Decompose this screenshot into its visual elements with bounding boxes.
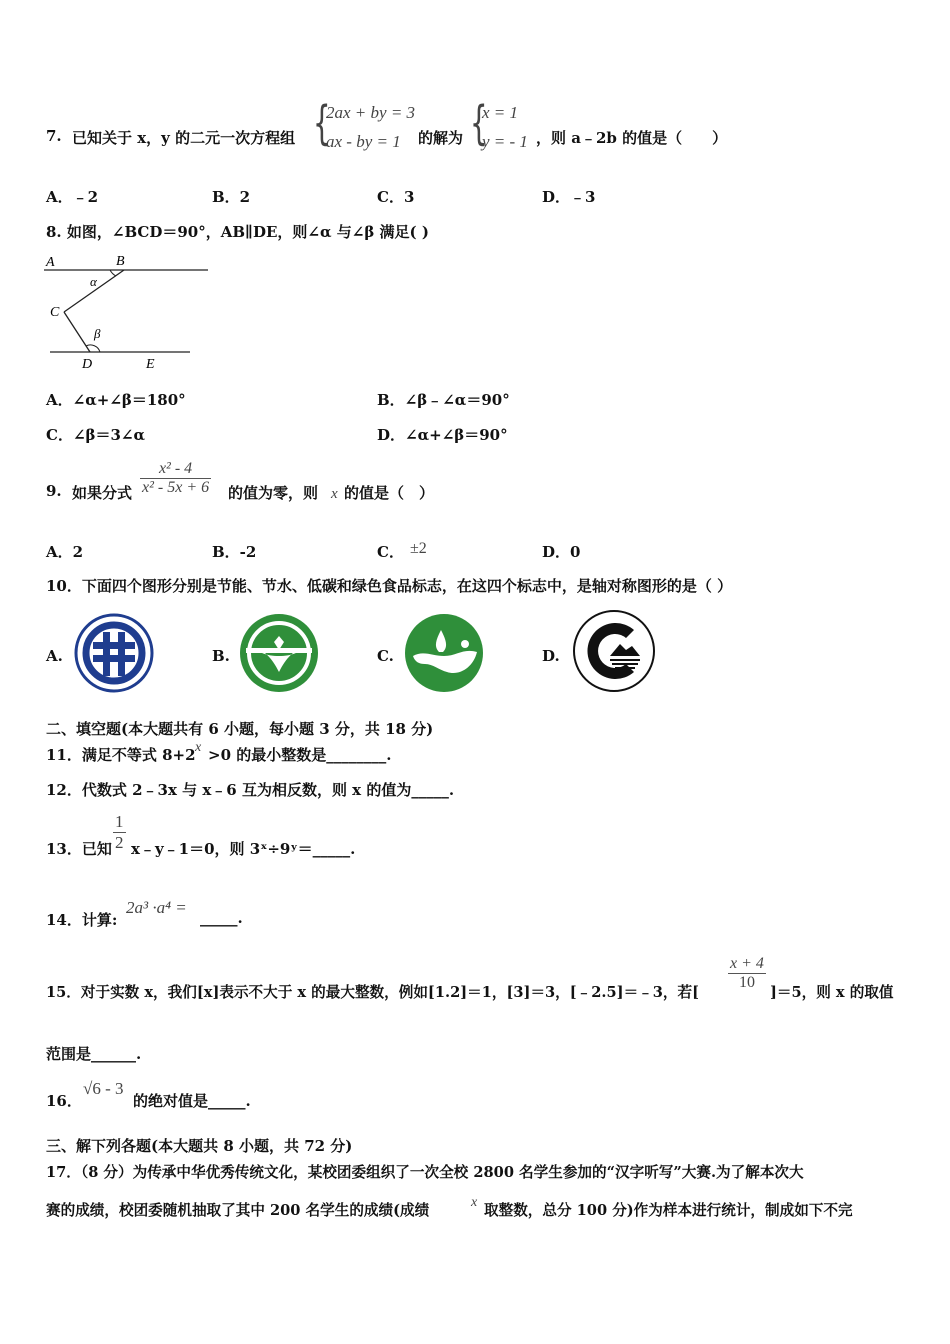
q17-line2a: 赛的成绩，校团委随机抽取了其中 200 名学生的成绩(成绩 (46, 1202, 430, 1219)
q9-stem-a: 如果分式 (72, 484, 133, 502)
q9-numerator: x² - 4 (158, 460, 193, 477)
q13-text-b: x﹣y﹣1＝0，则 3ˣ÷9ʸ＝_____. (131, 840, 356, 858)
q7-stem-a: 已知关于 x，y 的二元一次方程组 (72, 129, 296, 147)
q15-numerator: x + 4 (730, 955, 764, 972)
q9-var: x (331, 486, 338, 502)
q17-var: x (471, 1195, 478, 1210)
section3-heading: 三、解下列各题(本大题共 8 小题，共 72 分) (46, 1137, 353, 1155)
q15-fraction (728, 955, 766, 992)
section2-heading: 二、填空题(本大题共有 6 小题，每小题 3 分，共 18 分) (46, 720, 434, 738)
q14-text-a: 14．计算: (46, 911, 118, 929)
q8-label-c: C (50, 305, 60, 320)
q8-label-e: E (146, 357, 155, 372)
q7-stem-b: 的解为 (418, 129, 464, 147)
q7-sol2: y = - 1 (482, 132, 528, 151)
q7-option-c: C．3 (377, 188, 415, 206)
q8-option-c: C．∠β＝3∠α (46, 426, 146, 444)
q17-line2b: 取整数，总分 100 分)作为样本进行统计，制成如下不完 (484, 1202, 853, 1219)
q12-text: 12．代数式 2﹣3x 与 x﹣6 互为相反数，则 x 的值为_____. (46, 781, 455, 799)
q15-text-b: ]＝5，则 x 的取值 (770, 984, 894, 1001)
q10-option-a: A. (46, 647, 63, 665)
q15-text-c: 范围是______. (46, 1045, 142, 1063)
q8-label-d: D (82, 357, 93, 372)
q8-label-b: B (116, 254, 125, 269)
q7-option-d: D．﹣3 (542, 188, 596, 206)
q8-geometry-figure (42, 250, 212, 375)
q14-expression: 2a³ ·a⁴ = (126, 898, 187, 917)
q7-option-a: A．﹣2 (46, 188, 99, 206)
q10-option-d: D. (542, 647, 560, 665)
q10-option-c: C. (377, 647, 394, 665)
green-food-logo-icon (572, 608, 656, 694)
q11-text-a: 11．满足不等式 8+2 (46, 746, 196, 764)
q9-option-b: B．-2 (212, 543, 257, 561)
energy-saving-logo-icon (73, 612, 155, 694)
q8-label-alpha: α (90, 274, 97, 289)
q13-fraction (113, 812, 126, 853)
q11-var: x (195, 740, 202, 755)
q9-option-d: D．0 (542, 543, 581, 561)
q16-expression: √6 - 3 (83, 1079, 124, 1098)
q16-text-b: 的绝对值是_____. (133, 1092, 251, 1110)
q9-fraction (140, 460, 211, 497)
q15-denominator: 10 (728, 973, 766, 992)
q7-number: 7. (46, 127, 62, 145)
q8-option-a: A．∠α+∠β＝180° (46, 391, 186, 409)
q7-solution-brace: { (470, 96, 488, 150)
q10-option-b: B. (212, 647, 230, 665)
q17-line1: 17．（8 分）为传承中华优秀传统文化，某校团委组织了一次全校 2800 名学生参加的“汉字听写”大赛.为了解本次大 (46, 1164, 804, 1181)
q8-option-b: B．∠β﹣∠α＝90° (377, 391, 510, 409)
q8-stem: 8. 如图，∠BCD＝90°，AB∥DE，则∠α 与∠β 满足( ) (46, 223, 429, 241)
q9-stem-b: 的值为零，则 (228, 484, 319, 502)
q7-option-b: B．2 (212, 188, 251, 206)
q10-stem: 10．下面四个图形分别是节能、节水、低碳和绿色食品标志，在这四个标志中，是轴对称图形的是（ ） (46, 577, 733, 595)
q13-denominator: 2 (115, 833, 124, 852)
q11-text-b: >0 的最小整数是________. (208, 746, 392, 764)
low-carbon-logo-icon (403, 612, 485, 694)
q8-label-a: A (46, 255, 55, 270)
q13-numerator: 1 (115, 812, 124, 831)
q14-text-b: _____. (200, 909, 243, 927)
q7-stem-c: ，则 a﹣2b 的值是（ ） (536, 129, 728, 147)
q15-text-a: 15．对于实数 x，我们[x]表示不大于 x 的最大整数，例如[1.2]＝1，[3]＝3，[﹣2.5]＝﹣3，若[ (46, 984, 700, 1001)
q8-label-beta: β (94, 326, 101, 341)
q9-denominator: x² - 5x + 6 (142, 479, 210, 496)
q9-number: 9. (46, 482, 62, 500)
q7-sol1: x = 1 (482, 103, 519, 122)
q9-option-c: C． (377, 543, 404, 561)
q13-text-a: 13．已知 (46, 840, 112, 858)
water-saving-logo-icon (238, 612, 320, 694)
q8-option-d: D．∠α+∠β＝90° (377, 426, 508, 444)
q9-option-c-value: ±2 (410, 540, 427, 557)
q7-system-brace: { (313, 96, 331, 150)
q9-stem-c: 的值是（ ） (344, 484, 435, 502)
q16-text-a: 16． (46, 1092, 82, 1110)
q7-eq2: ax - by = 1 (326, 132, 401, 151)
q7-eq1: 2ax + by = 3 (326, 103, 416, 122)
q9-option-a: A．2 (46, 543, 84, 561)
